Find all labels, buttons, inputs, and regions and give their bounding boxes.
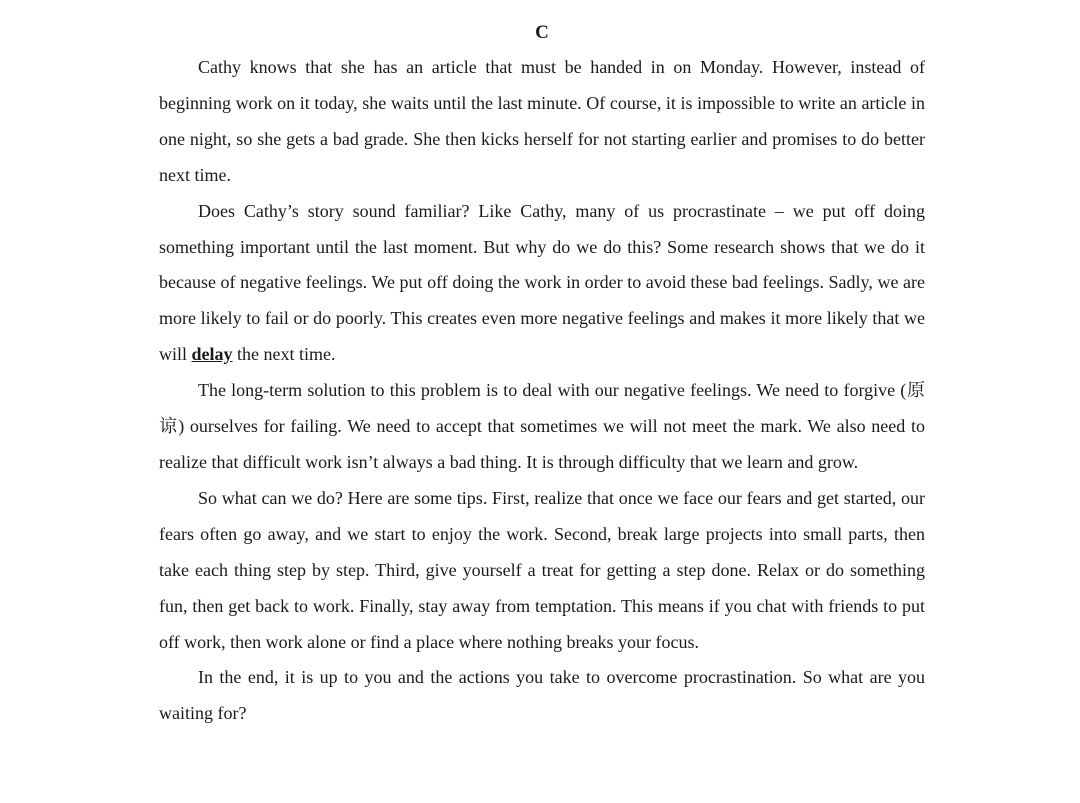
paragraph-5: In the end, it is up to you and the actions you take to overcome procrastination. So what are you waiting for?: [159, 667, 925, 724]
paragraph-2-text-before: Does Cathy’s story sound familiar? Like Cathy, many of us procrastinate – we put off doing something important until the last moment. But why do we do this? Some research shows that we do it because of negative feelings. We put off doing the work in order to avoid these bad feelings. Sadly, we are more likely to fail or do poorly. This creates even more negative feelings and makes it more likely that we will: [159, 200, 925, 365]
paragraph-3: The long-term solution to this problem is to deal with our negative feelings. We need to forgive (原谅) ourselves for failing. We need to accept that sometimes we will not meet the mark. We also need to realize that difficult work isn’t always a bad thing. It is through difficulty that we learn and grow.: [159, 380, 925, 472]
passage-heading: C: [535, 22, 549, 43]
reading-passage: [159, 18, 925, 732]
paragraph-2-text-after: the next time.: [237, 344, 336, 365]
paragraph-2: [159, 194, 925, 374]
paragraph-1: Cathy knows that she has an article that must be handed in on Monday. However, instead of beginning work on it today, she waits until the last minute. Of course, it is impossible to write an article in one night, so she gets a bad grade. She then kicks herself for not starting earlier and promises to do better next time.: [159, 57, 925, 185]
highlighted-word-delay: delay: [191, 344, 233, 365]
paragraph-4: So what can we do? Here are some tips. First, realize that once we face our fears and get started, our fears often go away, and we start to enjoy the work. Second, break large projects into small parts, then take each thing step by step. Third, give yourself a treat for getting a step done. Relax or do something fun, then get back to work. Finally, stay away from temptation. This means if you chat with friends to put off work, then work alone or find a place where nothing breaks your focus.: [159, 487, 925, 652]
